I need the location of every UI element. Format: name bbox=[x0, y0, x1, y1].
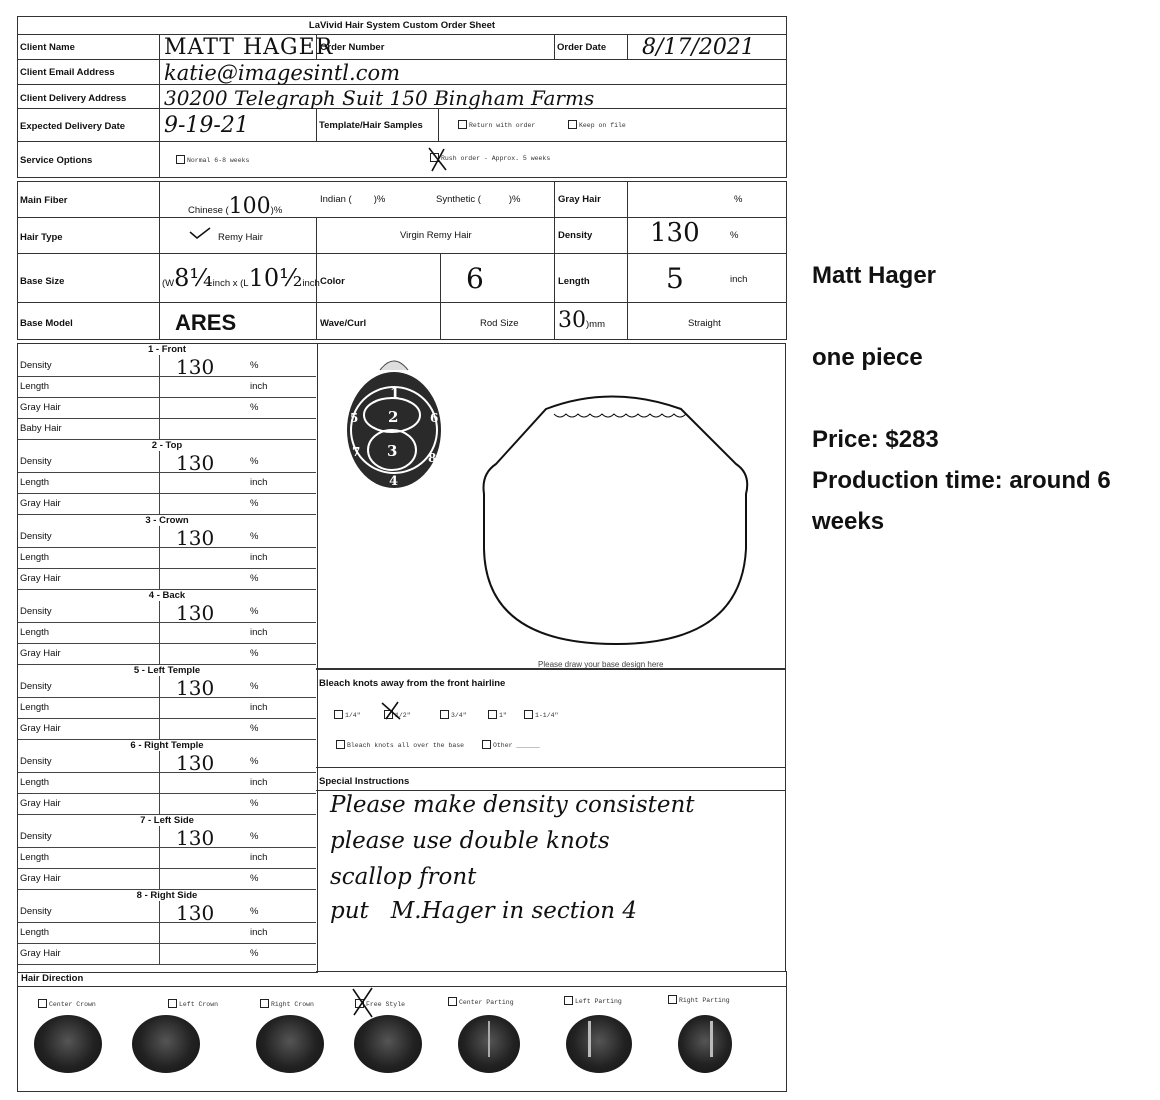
main-fiber-label: Main Fiber bbox=[20, 195, 68, 206]
section-title: 7 - Left Side bbox=[18, 815, 316, 826]
remy-hair-label: Remy Hair bbox=[218, 232, 263, 243]
zone-label: 6 bbox=[430, 411, 439, 425]
sheet-title: LaVivid Hair System Custom Order Sheet bbox=[18, 17, 786, 35]
base-size-field: (W8¼inch x (L10½inch bbox=[162, 264, 320, 292]
template-label: Template/Hair Samples bbox=[319, 120, 423, 131]
row-unit: % bbox=[250, 456, 259, 467]
order-date-value: 8/17/2021 bbox=[642, 35, 755, 60]
section-row bbox=[18, 847, 316, 869]
checkbox-icon[interactable] bbox=[568, 120, 577, 129]
section-row bbox=[18, 826, 316, 848]
checkbox-icon[interactable] bbox=[524, 710, 533, 719]
center-crown-image bbox=[34, 1015, 102, 1073]
direction-center-crown[interactable]: Center Crown bbox=[38, 998, 96, 1009]
row-unit: inch bbox=[250, 381, 268, 392]
row-label: Length bbox=[20, 777, 50, 788]
side-production-time: Production time: around 6 weeks bbox=[812, 467, 1111, 535]
template-return-option[interactable]: Return with order bbox=[458, 119, 535, 130]
expected-date-value: 9-19-21 bbox=[164, 113, 249, 138]
row-unit: % bbox=[250, 723, 259, 734]
expected-date-label: Expected Delivery Date bbox=[20, 121, 126, 132]
row-label: Gray Hair bbox=[20, 573, 61, 584]
row-label: Length bbox=[20, 552, 50, 563]
color-label: Color bbox=[320, 276, 345, 287]
section-row bbox=[18, 676, 316, 698]
row-label: Density bbox=[20, 831, 52, 842]
row-unit: inch bbox=[250, 702, 268, 713]
checkbox-icon[interactable] bbox=[458, 120, 467, 129]
checkbox-icon[interactable] bbox=[260, 999, 269, 1008]
section-row bbox=[18, 355, 316, 377]
checkbox-icon[interactable] bbox=[482, 740, 491, 749]
row-unit: inch bbox=[250, 852, 268, 863]
row-value[interactable]: 130 bbox=[176, 901, 215, 925]
fiber-block bbox=[17, 181, 787, 340]
checkbox-icon[interactable] bbox=[334, 710, 343, 719]
checkbox-icon[interactable] bbox=[448, 997, 457, 1006]
left-crown-image bbox=[132, 1015, 200, 1073]
direction-center-parting[interactable]: Center Parting bbox=[448, 996, 514, 1007]
row-unit: % bbox=[250, 756, 259, 767]
section-row bbox=[18, 772, 316, 794]
gray-hair-unit: % bbox=[734, 194, 743, 205]
base-outline-drawing[interactable] bbox=[476, 374, 756, 654]
bleach-all-over-option[interactable]: Bleach knots all over the base bbox=[336, 739, 464, 750]
side-price: Price: $283 bbox=[812, 426, 939, 453]
row-label: Length bbox=[20, 381, 50, 392]
bleach-option-one[interactable]: 1" bbox=[488, 709, 507, 720]
section-row bbox=[18, 943, 316, 965]
chinese-fiber-field: Chinese (100)% bbox=[188, 194, 283, 219]
row-value[interactable]: 130 bbox=[176, 601, 215, 625]
density-value: 130 bbox=[650, 218, 700, 248]
section-row bbox=[18, 547, 316, 569]
density-unit: % bbox=[730, 230, 739, 241]
instruction-line: please use double knots bbox=[330, 828, 610, 854]
direction-right-crown[interactable]: Right Crown bbox=[260, 998, 314, 1009]
hair-direction-title: Hair Direction bbox=[21, 973, 84, 984]
checkbox-icon[interactable] bbox=[440, 710, 449, 719]
email-label: Client Email Address bbox=[20, 67, 115, 78]
base-size-label: Base Size bbox=[20, 276, 65, 287]
row-label: Gray Hair bbox=[20, 402, 61, 413]
row-value[interactable]: 130 bbox=[176, 676, 215, 700]
row-unit: % bbox=[250, 873, 259, 884]
row-unit: inch bbox=[250, 552, 268, 563]
checkbox-icon[interactable] bbox=[168, 999, 177, 1008]
section-row bbox=[18, 526, 316, 548]
row-unit: % bbox=[250, 402, 259, 413]
bleach-option-three-quarter[interactable]: 3/4" bbox=[440, 709, 467, 720]
row-unit: % bbox=[250, 360, 259, 371]
rod-size-field: 30)mm bbox=[558, 308, 605, 333]
special-instructions-block bbox=[316, 766, 786, 972]
right-crown-image bbox=[256, 1015, 324, 1073]
length-value: 5 bbox=[666, 262, 684, 295]
gray-hair-label: Gray Hair bbox=[558, 194, 601, 205]
row-label: Density bbox=[20, 531, 52, 542]
row-unit: % bbox=[250, 531, 259, 542]
row-unit: % bbox=[250, 573, 259, 584]
section-title: 5 - Left Temple bbox=[18, 665, 316, 676]
section-row bbox=[18, 922, 316, 944]
row-unit: inch bbox=[250, 777, 268, 788]
row-unit: % bbox=[250, 648, 259, 659]
side-client-name: Matt Hager bbox=[812, 262, 937, 289]
side-pieces: one piece bbox=[812, 344, 923, 371]
direction-left-parting[interactable]: Left Parting bbox=[564, 995, 622, 1006]
service-normal-option[interactable]: Normal 6-8 weeks bbox=[176, 154, 249, 165]
instruction-line: scallop front bbox=[330, 864, 477, 890]
base-model-label: Base Model bbox=[20, 318, 73, 329]
length-unit: inch bbox=[730, 274, 748, 285]
bleach-option-quarter[interactable]: 1/4" bbox=[334, 709, 361, 720]
length-label: Length bbox=[558, 276, 590, 287]
row-unit: inch bbox=[250, 477, 268, 488]
row-label: Gray Hair bbox=[20, 948, 61, 959]
section-row bbox=[18, 697, 316, 719]
checkbox-icon[interactable] bbox=[668, 995, 677, 1004]
delivery-value: 30200 Telegraph Suit 150 Bingham Farms bbox=[164, 86, 595, 110]
section-row bbox=[18, 376, 316, 398]
service-options-label: Service Options bbox=[20, 155, 93, 166]
zone-label: 3 bbox=[387, 442, 398, 460]
checkbox-icon[interactable] bbox=[176, 155, 185, 164]
zone-label: 4 bbox=[389, 474, 399, 489]
client-name-label: Client Name bbox=[20, 42, 75, 53]
row-unit: % bbox=[250, 831, 259, 842]
bleach-title: Bleach knots away from the front hairline bbox=[319, 678, 506, 689]
virgin-remy-label: Virgin Remy Hair bbox=[400, 230, 472, 241]
instruction-line: put M.Hager in section 4 bbox=[330, 898, 637, 924]
row-unit: inch bbox=[250, 927, 268, 938]
row-label: Gray Hair bbox=[20, 648, 61, 659]
density-label: Density bbox=[558, 230, 593, 241]
section-title: 2 - Top bbox=[18, 440, 316, 451]
row-label: Length bbox=[20, 927, 50, 938]
bleach-other-option[interactable]: Other ______ bbox=[482, 739, 540, 750]
check-mark-icon bbox=[188, 226, 212, 240]
section-title: 3 - Crown bbox=[18, 515, 316, 526]
row-unit: % bbox=[250, 948, 259, 959]
section-row bbox=[18, 601, 316, 623]
base-model-value: ARES bbox=[175, 310, 237, 335]
section-row bbox=[18, 451, 316, 473]
free-style-image bbox=[354, 1015, 422, 1073]
section-row bbox=[18, 751, 316, 773]
hair-type-label: Hair Type bbox=[20, 232, 63, 243]
zone-label: 7 bbox=[352, 445, 361, 459]
indian-fiber-field: Indian ( )% bbox=[320, 194, 386, 205]
row-unit: inch bbox=[250, 627, 268, 638]
section-row bbox=[18, 718, 316, 740]
direction-right-parting[interactable]: Right Parting bbox=[668, 994, 730, 1005]
center-parting-image bbox=[458, 1015, 520, 1073]
row-label: Gray Hair bbox=[20, 798, 61, 809]
section-row bbox=[18, 568, 316, 590]
draw-caption: Please draw your base design here bbox=[538, 660, 664, 669]
row-label: Density bbox=[20, 606, 52, 617]
order-number-label: Order Number bbox=[320, 42, 385, 53]
section-row bbox=[18, 643, 316, 665]
row-value[interactable]: 130 bbox=[176, 826, 215, 850]
section-row bbox=[18, 493, 316, 515]
section-title: 6 - Right Temple bbox=[18, 740, 316, 751]
rod-size-label: Rod Size bbox=[480, 318, 519, 329]
row-unit: % bbox=[250, 498, 259, 509]
row-label: Density bbox=[20, 756, 52, 767]
row-value[interactable]: 130 bbox=[176, 751, 215, 775]
row-unit: % bbox=[250, 606, 259, 617]
row-label: Density bbox=[20, 681, 52, 692]
row-label: Length bbox=[20, 852, 50, 863]
checkbox-icon[interactable] bbox=[38, 999, 47, 1008]
direction-left-crown[interactable]: Left Crown bbox=[168, 998, 218, 1009]
instruction-line: Please make density consistent bbox=[330, 792, 695, 818]
row-label: Density bbox=[20, 456, 52, 467]
right-parting-image bbox=[678, 1015, 732, 1073]
section-density-column bbox=[17, 343, 318, 973]
bleach-option-half[interactable]: 1/2" bbox=[384, 709, 411, 720]
straight-label: Straight bbox=[688, 318, 721, 329]
left-parting-image bbox=[566, 1015, 632, 1073]
row-unit: % bbox=[250, 906, 259, 917]
x-mark-icon bbox=[426, 145, 450, 173]
zone-label: 5 bbox=[350, 411, 359, 425]
row-label: Density bbox=[20, 906, 52, 917]
row-label: Baby Hair bbox=[20, 423, 62, 434]
row-value[interactable]: 130 bbox=[176, 451, 215, 475]
base-design-area bbox=[316, 343, 786, 670]
template-keep-option[interactable]: Keep on file bbox=[568, 119, 626, 130]
synthetic-fiber-field: Synthetic ( )% bbox=[436, 194, 521, 205]
section-row bbox=[18, 622, 316, 644]
order-date-label: Order Date bbox=[557, 42, 607, 53]
bleach-knots-block bbox=[316, 668, 786, 768]
email-value: katie@imagesintl.com bbox=[164, 61, 401, 85]
x-mark-icon bbox=[380, 699, 402, 721]
section-title: 8 - Right Side bbox=[18, 890, 316, 901]
client-name-value: MATT HAGER bbox=[164, 35, 334, 60]
row-unit: % bbox=[250, 681, 259, 692]
direction-free-style[interactable]: Free Style bbox=[355, 998, 405, 1009]
special-title: Special Instructions bbox=[319, 776, 410, 787]
row-label: Gray Hair bbox=[20, 873, 61, 884]
checkbox-icon[interactable] bbox=[564, 996, 573, 1005]
row-label: Length bbox=[20, 477, 50, 488]
hair-direction-block bbox=[17, 971, 787, 1092]
head-zone-diagram bbox=[342, 352, 452, 492]
section-title: 1 - Front bbox=[18, 344, 316, 355]
row-label: Length bbox=[20, 627, 50, 638]
section-row bbox=[18, 472, 316, 494]
zone-label: 1 bbox=[390, 386, 400, 402]
checkbox-icon[interactable] bbox=[336, 740, 345, 749]
row-value[interactable]: 130 bbox=[176, 526, 215, 550]
color-value: 6 bbox=[466, 262, 484, 295]
checkbox-icon[interactable] bbox=[488, 710, 497, 719]
row-value[interactable]: 130 bbox=[176, 355, 215, 379]
row-label: Gray Hair bbox=[20, 498, 61, 509]
client-info-block bbox=[17, 16, 787, 178]
service-rush-option[interactable]: Rush order - Approx. 5 weeks bbox=[430, 152, 550, 163]
wave-curl-label: Wave/Curl bbox=[320, 318, 367, 329]
section-row bbox=[18, 397, 316, 419]
section-title: 4 - Back bbox=[18, 590, 316, 601]
row-label: Density bbox=[20, 360, 52, 371]
section-row bbox=[18, 793, 316, 815]
section-row bbox=[18, 901, 316, 923]
section-row bbox=[18, 868, 316, 890]
delivery-label: Client Delivery Address bbox=[20, 93, 127, 104]
row-unit: % bbox=[250, 798, 259, 809]
section-row bbox=[18, 418, 316, 440]
zone-label: 8 bbox=[428, 451, 437, 465]
zone-label: 2 bbox=[388, 408, 399, 426]
row-label: Gray Hair bbox=[20, 723, 61, 734]
row-label: Length bbox=[20, 702, 50, 713]
x-mark-icon bbox=[350, 985, 376, 1019]
bleach-option-one-quarter[interactable]: 1-1/4" bbox=[524, 709, 558, 720]
